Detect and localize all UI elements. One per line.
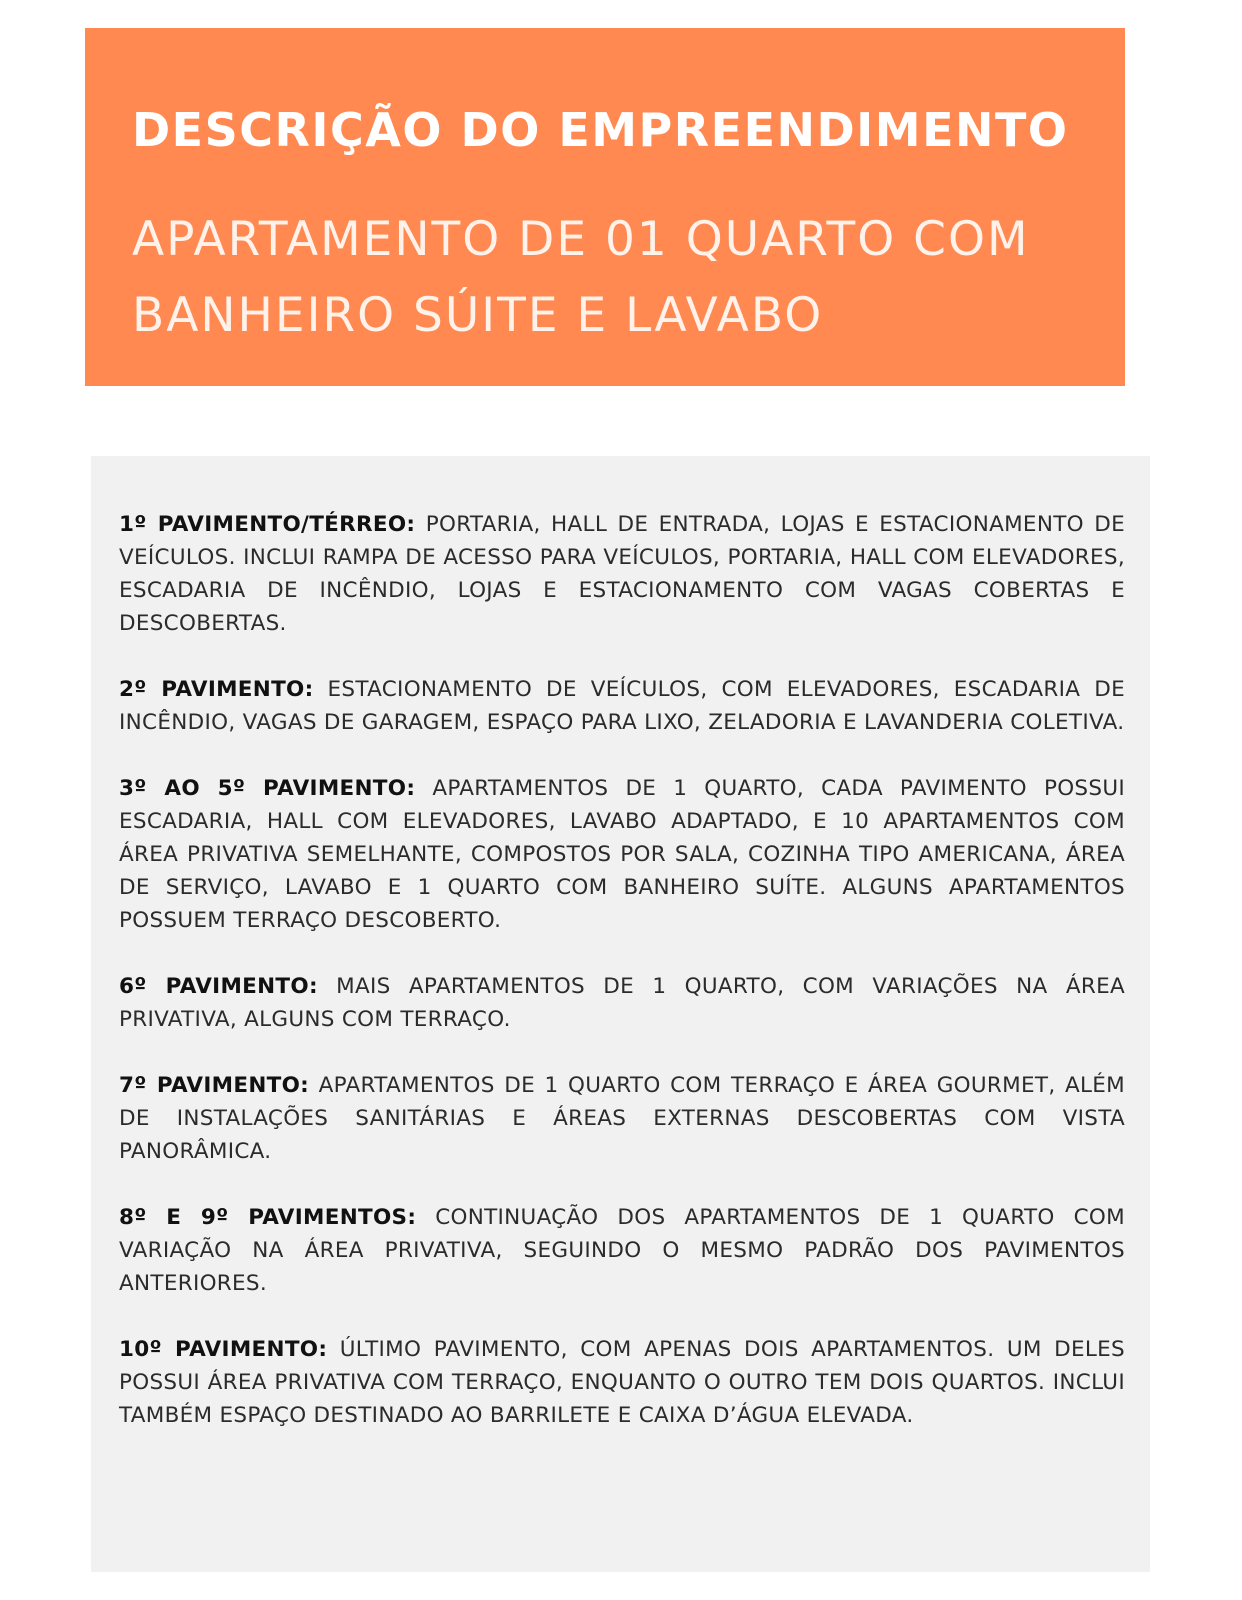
floor-section-10 <box>119 1333 1125 1432</box>
floor-description-panel <box>91 456 1150 1572</box>
page-subtitle <box>132 202 1081 354</box>
floor-description: APARTAMENTOS DE 1 QUARTO, CADA PAVIMENTO POSSUI ESCADARIA, HALL COM ELEVADORES, LAVABO ADAPTADO, E 10 APARTAMENTOS COM ÁREA PRIVATIVA SEMELHANTE, COMPOSTOS POR SALA, COZINHA TIPO AMERICANA, ÁREA DE SERVIÇO, LAVABO E 1 QUARTO COM BANHEIRO SUÍTE. ALGUNS APARTAMENTOS POSSUEM TERRAÇO DESCOBERTO. <box>119 776 1126 933</box>
floor-section-7 <box>119 1069 1125 1168</box>
subtitle-line-1: APARTAMENTO DE 01 QUARTO COM <box>132 212 1030 267</box>
floor-description: ÚLTIMO PAVIMENTO, COM APENAS DOIS APARTAMENTOS. UM DELES POSSUI ÁREA PRIVATIVA COM TERRAÇO, ENQUANTO O OUTRO TEM DOIS QUARTOS. INCLUI TAMBÉM ESPAÇO DESTINADO AO BARRILETE E CAIXA D’ÁGUA ELEVADA. <box>119 1337 1126 1428</box>
floor-label: 1º PAVIMENTO/TÉRREO: <box>119 512 416 537</box>
floor-label: 6º PAVIMENTO: <box>119 974 318 999</box>
floor-label: 7º PAVIMENTO: <box>119 1073 310 1098</box>
floor-section-6 <box>119 970 1125 1036</box>
floor-description: ESTACIONAMENTO DE VEÍCULOS, COM ELEVADORES, ESCADARIA DE INCÊNDIO, VAGAS DE GARAGEM, ESPAÇO PARA LIXO, ZELADORIA E LAVANDERIA COLETIVA. <box>119 677 1125 735</box>
floor-description: APARTAMENTOS DE 1 QUARTO COM TERRAÇO E ÁREA GOURMET, ALÉM DE INSTALAÇÕES SANITÁRIAS E ÁREAS EXTERNAS DESCOBERTAS COM VISTA PANORÂMICA. <box>119 1073 1126 1164</box>
floor-section-8-9 <box>119 1201 1125 1300</box>
floor-section-1 <box>119 508 1125 640</box>
floor-section-2 <box>119 673 1125 739</box>
floor-label: 8º E 9º PAVIMENTOS: <box>119 1205 417 1230</box>
floor-section-3-5 <box>119 772 1125 937</box>
floor-description: CONTINUAÇÃO DOS APARTAMENTOS DE 1 QUARTO COM VARIAÇÃO NA ÁREA PRIVATIVA, SEGUINDO O MESMO PADRÃO DOS PAVIMENTOS ANTERIORES. <box>119 1205 1125 1296</box>
floor-description: MAIS APARTAMENTOS DE 1 QUARTO, COM VARIAÇÕES NA ÁREA PRIVATIVA, ALGUNS COM TERRAÇO. <box>119 974 1125 1032</box>
floor-label: 10º PAVIMENTO: <box>119 1337 328 1362</box>
page-title: DESCRIÇÃO DO EMPREENDIMENTO <box>132 103 1069 157</box>
subtitle-line-2: BANHEIRO SÚITE E LAVABO <box>132 288 824 343</box>
header-banner <box>85 28 1125 386</box>
floor-description: PORTARIA, HALL DE ENTRADA, LOJAS E ESTACIONAMENTO DE VEÍCULOS. INCLUI RAMPA DE ACESSO PARA VEÍCULOS, PORTARIA, HALL COM ELEVADORES, ESCADARIA DE INCÊNDIO, LOJAS E ESTACIONAMENTO COM VAGAS COBERTAS E DESCOBERTAS. <box>119 512 1125 636</box>
floor-label: 3º AO 5º PAVIMENTO: <box>119 776 416 801</box>
floor-label: 2º PAVIMENTO: <box>119 677 314 702</box>
